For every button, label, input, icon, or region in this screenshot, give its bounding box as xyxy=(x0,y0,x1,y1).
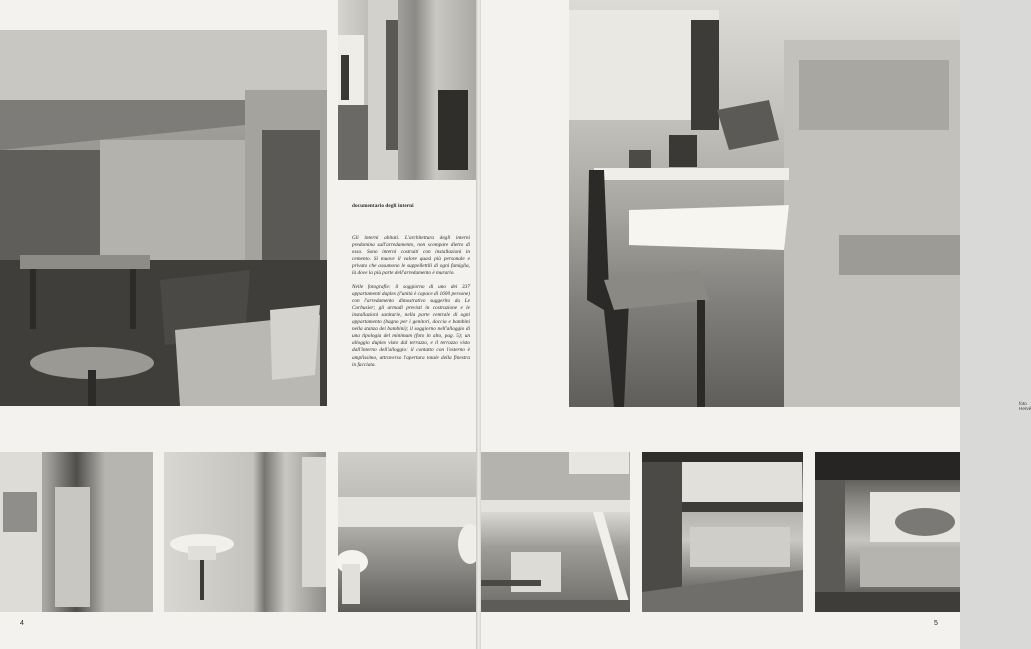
bathtub-photo xyxy=(338,452,478,612)
article-text xyxy=(352,203,470,375)
living-room-photo xyxy=(0,30,327,406)
wardrobe-illustration xyxy=(0,452,153,612)
photo-credit: foto Hervé xyxy=(1019,401,1031,411)
article-heading: documentario degli interni xyxy=(352,203,414,209)
terrace-photo xyxy=(642,452,803,612)
dining-illustration xyxy=(569,0,960,407)
corridor-photo xyxy=(338,0,478,180)
washbasin-photo xyxy=(164,452,326,612)
page-number-left: 4 xyxy=(20,620,24,627)
wardrobe-photo xyxy=(0,452,153,612)
page-number-right: 5 xyxy=(934,620,938,627)
duplex-stair-illustration xyxy=(481,452,630,612)
terrace-illustration xyxy=(642,452,803,612)
terrace-view-illustration xyxy=(815,452,960,612)
left-page xyxy=(0,0,478,649)
dining-photo xyxy=(569,0,960,407)
living-room-illustration xyxy=(0,30,327,406)
corridor-illustration xyxy=(338,0,478,180)
washbasin-illustration xyxy=(164,452,326,612)
terrace-view-photo xyxy=(815,452,960,612)
bathtub-illustration xyxy=(338,452,478,612)
article-paragraph: Gli interni abitati. L'architettura degli interni predomina sull'arredamento, non scompare dietro di esso. Sono interni costruiti con installazioni in cemento. Si muove il valore quasi più personale e privato che assumono le suppellettili di ogni famiglia, là dove la più parte dell'arredamento è murario. xyxy=(352,235,470,277)
article-paragraph: Nelle fotografie: il soggiorno di uno dei 337 appartamenti duplex (l'unità è capace di 1600 persone) con l'arredamento dimostrativo suggerito da Le Corbusier; gli armadi previsti in costruzione e le installazioni sanitarie, nella parte centrale di ogni appartamento (bagno per i genitori, doccia e bambini nella stanza dei bambini); il soggiorno nell'alloggio di una tipologia del minimum (foto in alto, pag. 5); un alloggio duplex visto dal terrazzo, e il terrazzo visto dall'interno dell'alloggio: il contatto con l'esterno è amplissimo, attraverso l'apertura totale della finestra in facciata. xyxy=(352,283,470,368)
duplex-stair-photo xyxy=(481,452,630,612)
